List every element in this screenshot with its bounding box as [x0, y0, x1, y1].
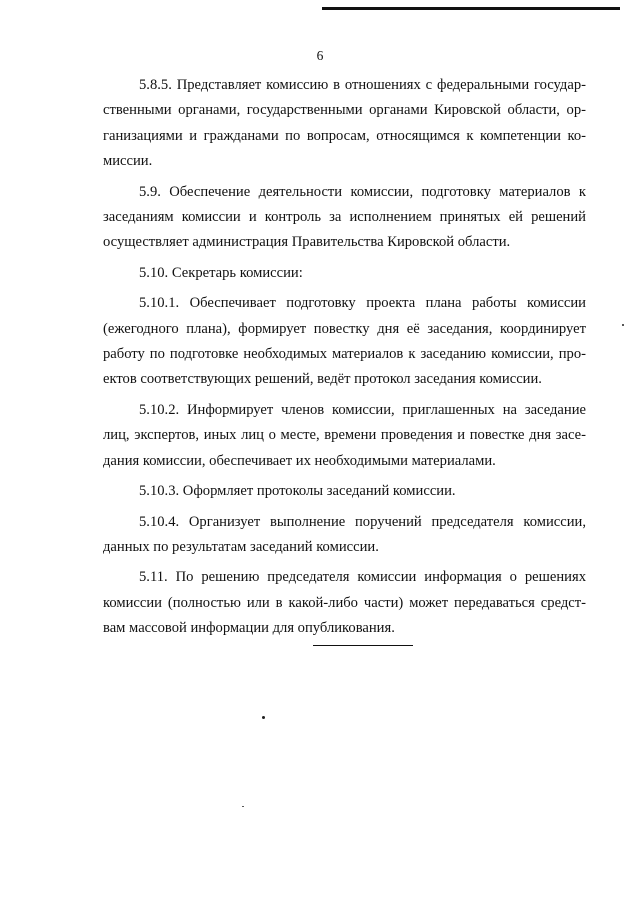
scan-speck	[622, 324, 624, 326]
text-line: осуществляет администрация Правительства Кировской области.	[103, 234, 511, 251]
text-line: 5.10.3. Оформляет протоколы заседаний комиссии.	[139, 483, 456, 500]
paragraph-5-10-4	[103, 510, 586, 561]
text-line: ственными органами, государственными органами Кировской области, ор-	[103, 102, 586, 119]
paragraph-5-11	[103, 565, 586, 641]
text-line: данных по результатам заседаний комиссии.	[103, 538, 379, 555]
paragraph-5-10	[103, 261, 586, 286]
paragraph-5-8-5	[103, 73, 586, 175]
text-line: заседаниям комиссии и контроль за исполнением принятых ей решений	[103, 209, 586, 226]
text-line: вам массовой информации для опубликования.	[103, 620, 395, 637]
text-line: 5.10.2. Информирует членов комиссии, приглашенных на заседание	[139, 401, 586, 418]
text-line: (ежегодного плана), формирует повестку дня её заседания, координирует	[103, 320, 586, 337]
paragraph-5-10-1	[103, 291, 586, 393]
scan-speck	[242, 806, 244, 807]
text-line: 5.8.5. Представляет комиссию в отношениях с федеральными государ-	[139, 77, 586, 93]
paragraph-5-9	[103, 180, 586, 256]
text-line: 5.10.1. Обеспечивает подготовку проекта плана работы комиссии	[139, 295, 586, 312]
text-line: комиссии (полностью или в какой-либо части) может передаваться средст-	[103, 594, 586, 611]
paragraph-5-10-2	[103, 398, 586, 474]
text-line: миссии.	[103, 153, 153, 170]
end-rule	[313, 645, 413, 646]
text-line: 5.11. По решению председателя комиссии информация о решениях	[139, 569, 586, 586]
top-rule	[322, 7, 620, 10]
page-number: 6	[316, 48, 324, 63]
text-line: лиц, экспертов, иных лиц о месте, времени проведения и повестке дня засе-	[103, 427, 586, 444]
text-line: 5.10.4. Организует выполнение поручений председателя комиссии,	[139, 513, 586, 530]
text-line: работу по подготовке необходимых материалов к заседанию комиссии, про-	[103, 346, 586, 363]
text-line: 5.10. Секретарь комиссии:	[139, 264, 303, 281]
text-line: ектов соответствующих решений, ведёт протокол заседания комиссии.	[103, 371, 542, 388]
paragraph-5-10-3	[103, 479, 586, 504]
scan-speck	[262, 716, 265, 719]
text-line: ганизациями и гражданами по вопросам, относящимся к компетенции ко-	[103, 127, 586, 144]
text-line: дания комиссии, обеспечивает их необходимыми материалами.	[103, 452, 496, 469]
document-body	[103, 73, 586, 647]
text-line: 5.9. Обеспечение деятельности комиссии, подготовку материалов к	[139, 183, 586, 200]
